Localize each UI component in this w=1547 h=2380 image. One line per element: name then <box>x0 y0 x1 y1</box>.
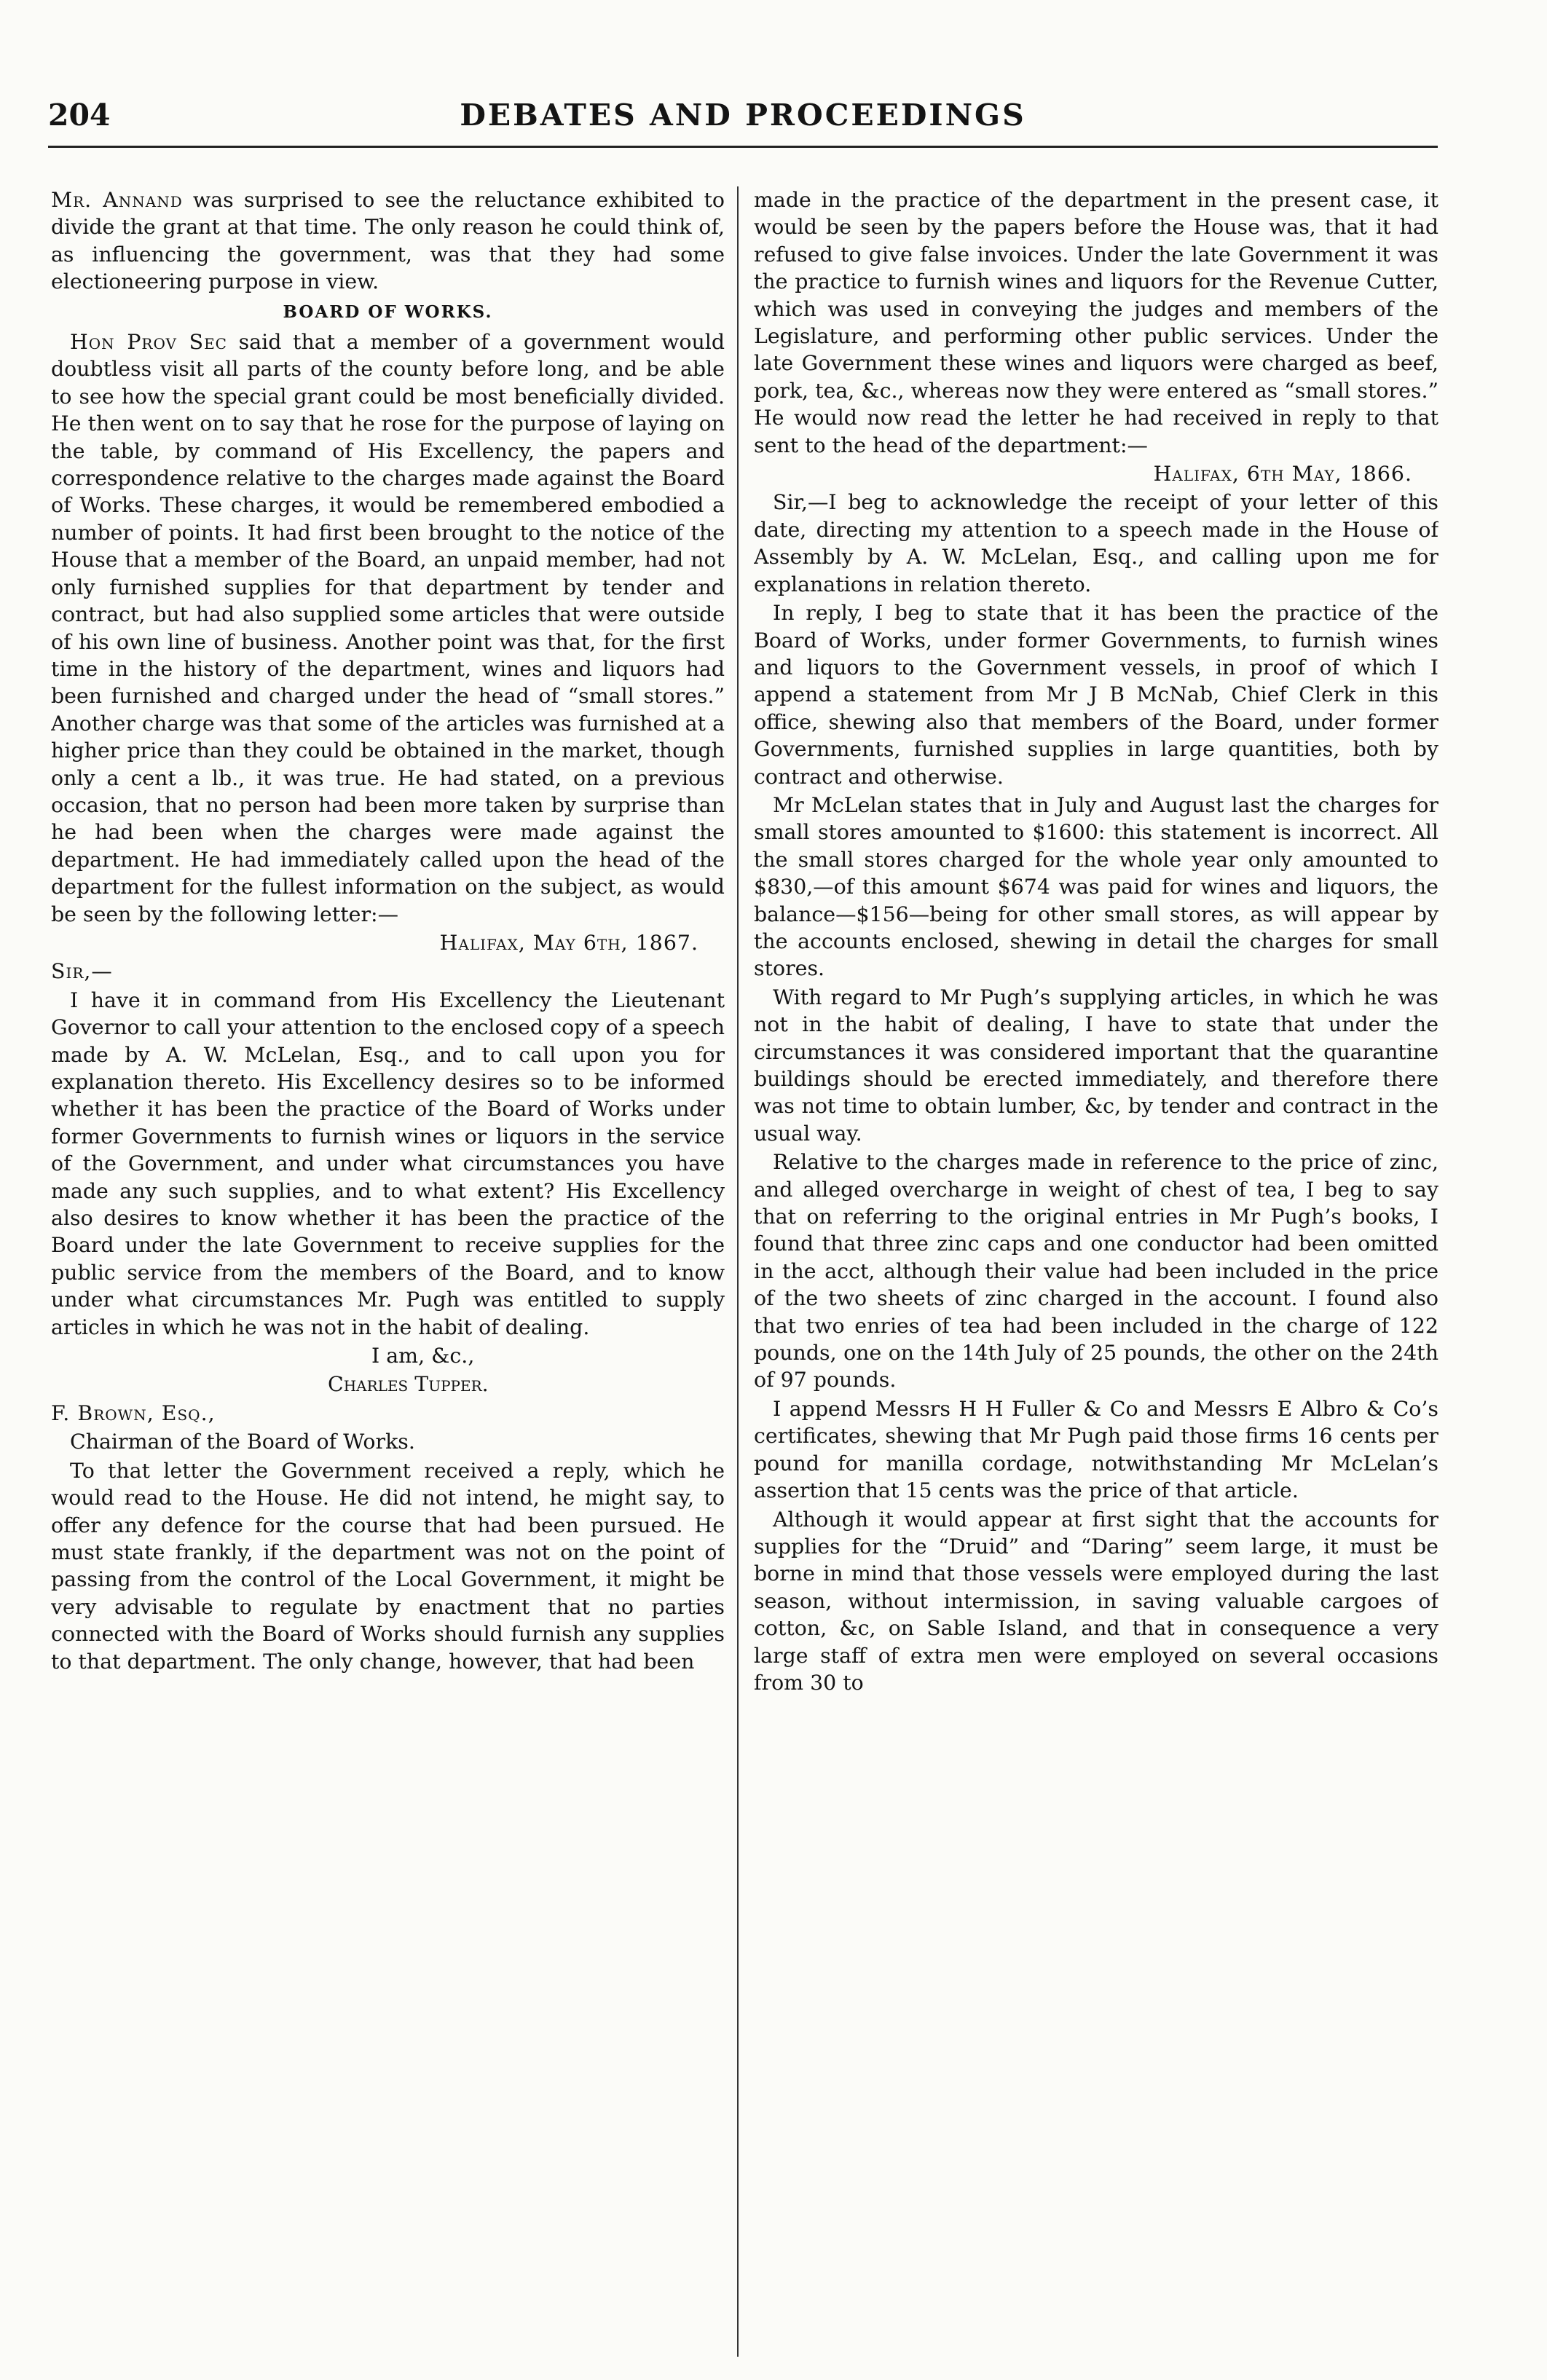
page-number: 204 <box>48 98 111 133</box>
letter-salutation: Sir,— <box>51 959 113 984</box>
letter-addressee-title: Chairman of the Board of Works. <box>70 1430 415 1454</box>
column-divider <box>737 186 739 2357</box>
speaker-name: Hon Prov Sec <box>70 330 227 355</box>
paragraph-annand <box>51 186 725 296</box>
section-heading: BOARD OF WORKS. <box>283 302 493 322</box>
paragraph-text: was surprised to see the reluctance exhibited to divide the grant at that time. The only reason he could think of, as influencing the government, was that they had some electioneering purpose in view. <box>51 188 725 294</box>
letter-paragraph: Mr McLelan states that in July and August last the charges for small stores amounted to $1600: this statement is incorrect. All the small stores charged for the whole year only amounted to $830,—of this amount $674 was paid for wines and liquors, the balance—$156—being for other small stores, as will appear by the accounts enclosed, shewing in detail the charges for small stores. <box>754 792 1438 981</box>
letter-paragraph: Sir,—I beg to acknowledge the receipt of your letter of this date, directing my attention to a speech made in the House of Assembly by A. W. McLelan, Esq., and calling upon me for explanations in relation thereto. <box>754 490 1438 596</box>
paragraph-text: said that a member of a government would doubtless visit all parts of the county before long, and be able to see how the special grant could be most beneficially divided. He then went on to say that he rose for the purpose of laying on the table, by command of His Excellency, the papers and correspondence relative to the charges made against the Board of Works. These charges, it would be remembered embodied a number of points. It had first been brought to the notice of the House that a member of the Board, an unpaid member, had not only furnished supplies for that department by tender and contract, but had also supplied some articles that were outside of his own line of business. Another point was that, for the first time in the history of the department, wines and liquors had been furnished and charged under the head of “small stores.” Another charge was that some of the articles was furnished at a higher price than they could be obtained in the market, though only a cent a lb., it was true. He had stated, on a previous occasion, that no person had been more taken by surprise than he had been when the charges were made against the department. He had immediately called upon the head of the department for the fullest information on the subject, as would be seen by the following letter:— <box>51 330 725 926</box>
letter-paragraph: In reply, I beg to state that it has been the practice of the Board of Works, under former Governments, to furnish wines and liquors to the Government vessels, in proof of which I append a statement from Mr J B McNab, Chief Clerk in this office, shewing also that members of the Board, under former Governments, furnished supplies in large quantities, both by contract and otherwise. <box>754 601 1438 789</box>
letter-paragraph: Although it would appear at first sight that the accounts for supplies for the “Druid” and “Daring” seem large, it must be borne in mind that those vessels were employed during the last season, without intermission, in saving valuable cargoes of cotton, &c, on Sable Island, and that in consequence a very large staff of extra men were employed on several occasions from 30 to <box>754 1507 1438 1695</box>
left-column <box>51 186 725 2357</box>
page-header <box>48 87 1438 148</box>
speaker-name: Mr. Annand <box>51 188 183 212</box>
letter-paragraph: I append Messrs H H Fuller & Co and Messrs E Albro & Co’s certificates, shewing that Mr Pugh paid those firms 16 cents per pound for manilla cordage, notwithstanding Mr McLelan’s assertion that 15 cents was the price of that article. <box>754 1396 1438 1503</box>
letter-closing: I am, &c., <box>371 1344 475 1368</box>
letter-dateline: Halifax, 6th May, 1866. <box>1153 462 1412 486</box>
letter-dateline: Halifax, May 6th, 1867. <box>439 930 698 955</box>
paragraph-continuation: made in the practice of the department in the present case, it would be seen by the papers before the House was, that it had refused to give false invoices. Under the late Government it was the practice to furnish wines and liquors for the Revenue Cutter, which was used in conveying the judges and members of the Legislature, and performing other public services. Under the late Government these wines and liquors were charged as beef, pork, tea, &c., whereas now they were entered as “small stores.” He would now read the letter he had received in reply to that sent to the head of the department:— <box>754 188 1438 457</box>
letter-body: I have it in command from His Excellency the Lieutenant Governor to call your attention to the enclosed copy of a speech made by A. W. McLelan, Esq., and to call upon you for explanation thereto. His Excellency desires so to be informed whether it has been the practice of the Board of Works under former Governments to furnish wines or liquors in the service of the Government, and under what circumstances you have made any such supplies, and to what extent? His Excellency also desires to know whether it has been the practice of the Board under the late Government to receive supplies for the public service from the members of the Board, and to know under what circumstances Mr. Pugh was entitled to supply articles in which he was not in the habit of dealing. <box>51 988 725 1339</box>
right-column <box>754 186 1438 2357</box>
letter-paragraph: Relative to the charges made in reference to the price of zinc, and alleged overcharge in weight of chest of tea, I beg to say that on referring to the original entries in Mr Pugh’s books, I found that three zinc caps and one conductor had been omitted in the acct, although their value had been included in the price of the two sheets of zinc charged in the account. I found also that two enries of tea had been included in the charge of 122 pounds, one on the 14th July of 25 pounds, the other on the 24th of 97 pounds. <box>754 1150 1438 1392</box>
letter-signature: Charles Tupper. <box>328 1372 489 1397</box>
running-title: DEBATES AND PROCEEDINGS <box>460 98 1026 133</box>
paragraph-reply: To that letter the Government received a reply, which he would read to the House. He did not intend, he might say, to offer any defence for the course that had been pursued. He must state frankly, if the department was not on the point of passing from the control of the Local Government, it might be very advisable to regulate by enactment that no parties connected with the Board of Works should furnish any supplies to that department. The only change, however, that had been <box>51 1458 725 1674</box>
paragraph-prov-sec <box>51 328 725 928</box>
letter-paragraph: With regard to Mr Pugh’s supplying articles, in which he was not in the habit of dealing, I have to state that under the circumstances it was considered important that the quarantine buildings should be erected immediately, and therefore there was not time to obtain lumber, &c, by tender and contract in the usual way. <box>754 985 1438 1146</box>
letter-addressee: F. Brown, Esq., <box>51 1400 216 1425</box>
